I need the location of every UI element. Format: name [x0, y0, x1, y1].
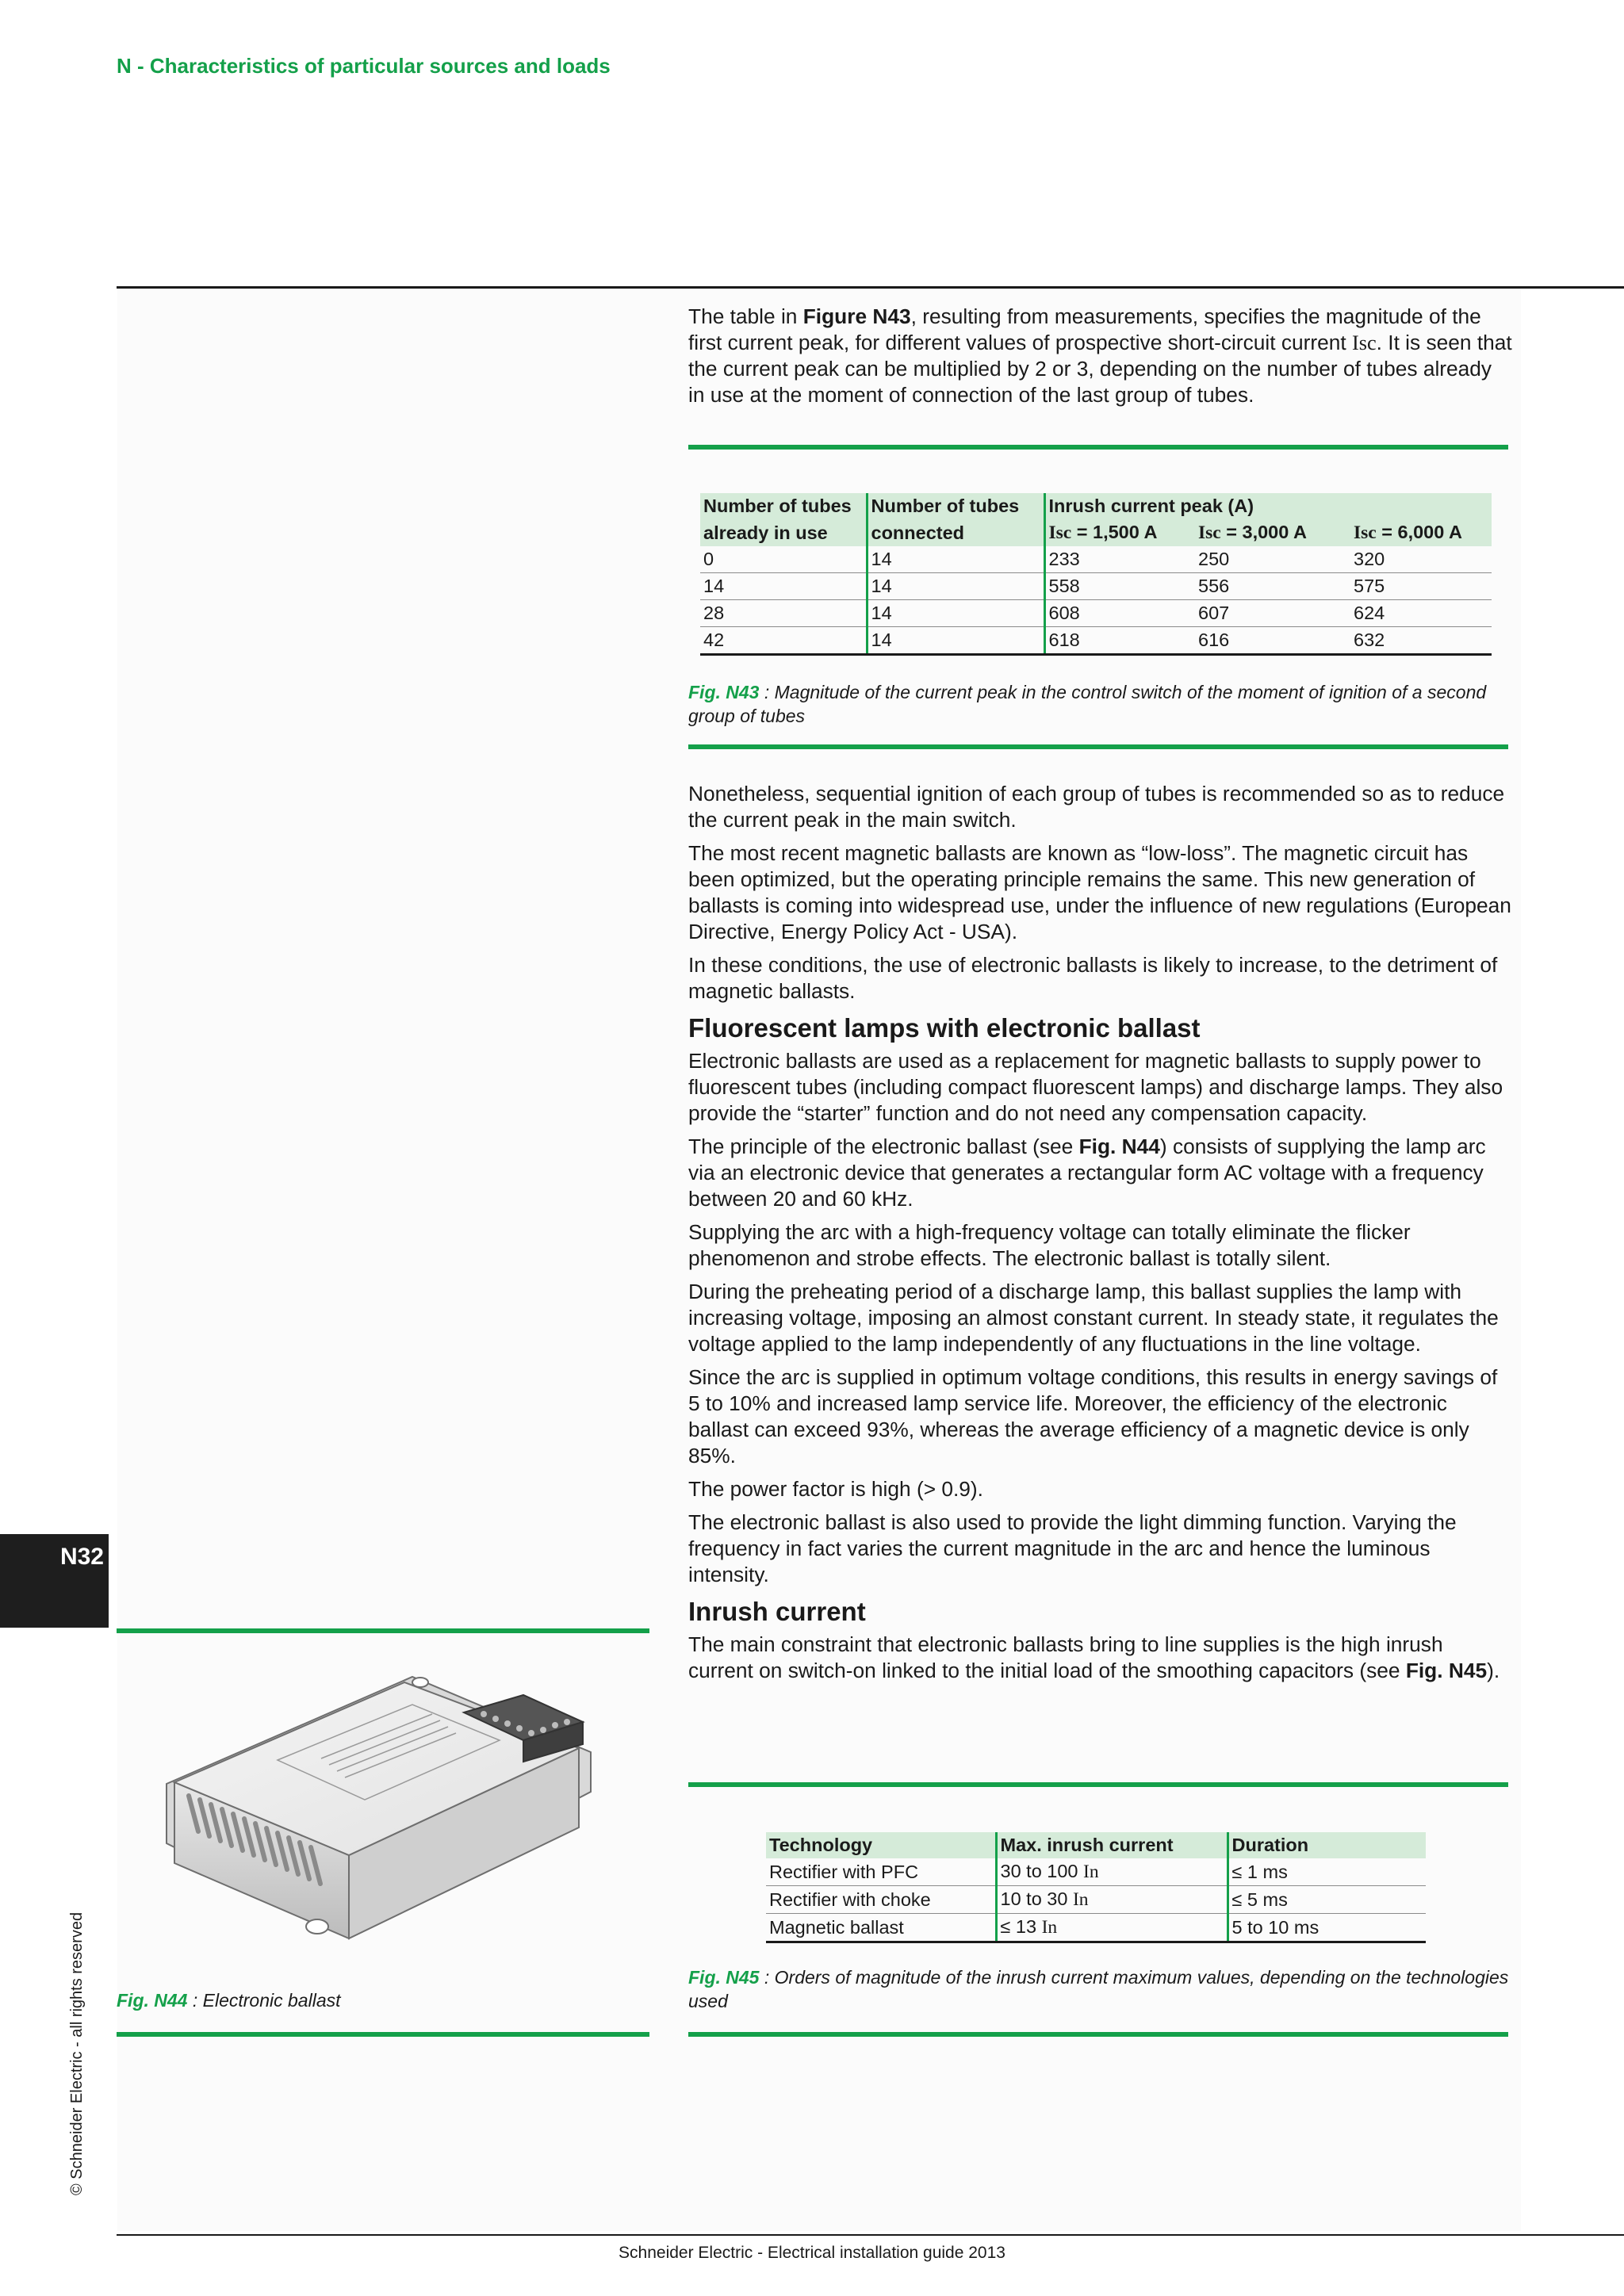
intro-block [688, 304, 1513, 415]
table-cell: 250 [1195, 546, 1350, 573]
figure-n45-top-rule [688, 1782, 1508, 1787]
col-header-isc-3000: Isc = 3,000 A [1195, 519, 1350, 546]
figure-n45-label: Fig. N45 [688, 1967, 760, 1988]
table-cell: ≤ 13 In [996, 1914, 1228, 1942]
col-header-isc-1500: Isc = 1,500 A [1044, 519, 1195, 546]
table-cell: 0 [700, 546, 867, 573]
table-cell: 5 to 10 ms [1228, 1914, 1426, 1942]
paragraph: The power factor is high (> 0.9). [688, 1477, 983, 1501]
col-header-tubes-connected-line2: connected [867, 519, 1044, 546]
table-cell: 30 to 100 In [996, 1858, 1228, 1886]
table-n43-header-row-1 [700, 493, 1492, 519]
col-header-max-inrush: Max. inrush current [996, 1832, 1228, 1858]
table-cell: 14 [867, 627, 1044, 655]
intro-text-end: . It is seen that the current peak can be multiplied by 2 or 3, depending on the number of tubes already in use at the moment of connection of the last group of tubes. [688, 331, 1512, 407]
table-cell: 320 [1350, 546, 1492, 573]
col-header-tubes-in-use: Number of tubes [700, 493, 867, 519]
col-header-inrush-peak: Inrush current peak (A) [1044, 493, 1492, 519]
table-cell: 556 [1195, 573, 1350, 600]
table-cell: 618 [1044, 627, 1195, 655]
table-row [766, 1914, 1426, 1942]
figure-n45-reference[interactable]: Fig. N45 [1405, 1659, 1488, 1682]
header-rule [117, 286, 1624, 289]
table-cell: Rectifier with PFC [766, 1858, 996, 1886]
paragraph: During the preheating period of a discharge lamp, this ballast supplies the lamp with increasing voltage, imposing an almost constant current. In steady state, it regulates the voltage applied to the lamp independently of any fluctuations in the line voltage. [688, 1280, 1499, 1356]
table-cell: 10 to 30 In [996, 1886, 1228, 1914]
table-cell: 575 [1350, 573, 1492, 600]
table-cell: Magnetic ballast [766, 1914, 996, 1942]
paragraph: The main constraint that electronic ballasts bring to line supplies is the high inrush current on switch-on linked to the initial load of the smoothing capacitors (see Fig. N45). [688, 1632, 1500, 1682]
paragraph: The most recent magnetic ballasts are known as “low-loss”. The magnetic circuit has been optimized, but the operating principle remains the same. This new generation of ballasts is coming into widespread use, under the influence of new regulations (European Directive, Energy Policy Act - USA). [688, 841, 1511, 943]
table-n43 [700, 493, 1492, 656]
paragraph: Since the arc is supplied in optimum voltage conditions, this results in energy savings of 5 to 10% and increased lamp service life. Moreover, the efficiency of the electronic ballast can exceed 93%, whereas the average efficiency of a magnetic device is only 85%. [688, 1365, 1498, 1468]
table-cell: ≤ 5 ms [1228, 1886, 1426, 1914]
col-header-duration: Duration [1228, 1832, 1426, 1858]
figure-n44-bottom-rule [117, 2032, 649, 2037]
col-header-isc-6000: Isc = 6,000 A [1350, 519, 1492, 546]
figure-n44-label: Fig. N44 [117, 1990, 188, 2011]
col-header-tubes-connected: Number of tubes [867, 493, 1044, 519]
table-row [766, 1858, 1426, 1886]
figure-n45-caption-text: : Orders of magnitude of the inrush current maximum values, depending on the technologies used [688, 1967, 1509, 2011]
table-cell: 233 [1044, 546, 1195, 573]
isc-symbol: Isc [1351, 331, 1377, 354]
table-cell: 624 [1350, 600, 1492, 627]
section-heading-electronic-ballast: Fluorescent lamps with electronic ballast [688, 1013, 1201, 1043]
intro-paragraph [688, 304, 1513, 408]
figure-n43-reference[interactable]: Figure N43 [802, 304, 911, 328]
figure-n43-label: Fig. N43 [688, 682, 760, 702]
section-heading-inrush-current: Inrush current [688, 1597, 866, 1626]
figure-n43-bottom-rule [688, 744, 1508, 749]
table-row [700, 627, 1492, 655]
table-row [766, 1886, 1426, 1914]
page-number: N32 [59, 1544, 104, 1570]
page-number-tab [0, 1534, 109, 1628]
main-body-text [688, 781, 1513, 1691]
intro-text-start: The table in [688, 304, 803, 328]
figure-n43-caption [688, 680, 1513, 728]
figure-n44-top-rule [117, 1628, 649, 1633]
table-cell: 616 [1195, 627, 1350, 655]
col-header-tubes-in-use-line2: already in use [700, 519, 867, 546]
figure-n44-reference[interactable]: Fig. N44 [1078, 1135, 1160, 1158]
table-n45 [766, 1832, 1426, 1943]
figure-n44-caption-text: : Electronic ballast [187, 1990, 341, 2011]
table-cell: 28 [700, 600, 867, 627]
paragraph: The electronic ballast is also used to provide the light dimming function. Varying the frequency in fact varies the current magnitude in the arc and hence the luminous intensity. [688, 1510, 1457, 1586]
copyright-notice: © Schneider Electric - all rights reserved [68, 1911, 86, 2195]
table-cell: Rectifier with choke [766, 1886, 996, 1914]
table-cell: 14 [867, 600, 1044, 627]
table-n43-header-row-2 [700, 519, 1492, 546]
table-cell: 14 [867, 546, 1044, 573]
table-cell: 558 [1044, 573, 1195, 600]
table-cell: 607 [1195, 600, 1350, 627]
chapter-title: N - Characteristics of particular sources and loads [117, 54, 611, 78]
paragraph: Electronic ballasts are used as a replacement for magnetic ballasts to supply power to fluorescent tubes (including compact fluorescent lamps) and discharge lamps. They also provide the “starter” function and do not need any compensation capacity. [688, 1049, 1503, 1125]
footer-text: Schneider Electric - Electrical installation guide 2013 [619, 2244, 1005, 2262]
paragraph: Nonetheless, sequential ignition of each group of tubes is recommended so as to reduce the current peak in the main switch. [688, 782, 1505, 832]
figure-n43-top-rule [688, 445, 1508, 450]
table-row [700, 573, 1492, 600]
table-cell: ≤ 1 ms [1228, 1858, 1426, 1886]
paragraph: Supplying the arc with a high-frequency voltage can totally eliminate the flicker phenomenon and strobe effects. The electronic ballast is totally silent. [688, 1220, 1411, 1270]
table-cell: 42 [700, 627, 867, 655]
table-cell: 608 [1044, 600, 1195, 627]
table-cell: 632 [1350, 627, 1492, 655]
intro-text-middle: , resulting from measurements, specifies the magnitude of the first current peak, for different values of prospective short-circuit current [688, 304, 1481, 354]
table-cell: 14 [867, 573, 1044, 600]
table-n45-header-row [766, 1832, 1426, 1858]
paragraph: The principle of the electronic ballast (see Fig. N44) consists of supplying the lamp arc via an electronic device that generates a rectangular form AC voltage with a frequency between 20 and 60 kHz. [688, 1135, 1486, 1211]
figure-n43-caption-text: : Magnitude of the current peak in the control switch of the moment of ignition of a second group of tubes [688, 682, 1487, 726]
electronic-ballast-illustration [151, 1665, 595, 1970]
col-header-technology: Technology [766, 1832, 996, 1858]
figure-n45-bottom-rule [688, 2032, 1508, 2037]
paragraph: In these conditions, the use of electronic ballasts is likely to increase, to the detriment of magnetic ballasts. [688, 953, 1498, 1003]
table-cell: 14 [700, 573, 867, 600]
figure-n44-caption [117, 1988, 649, 2012]
footer-rule [117, 2234, 1624, 2236]
table-row [700, 600, 1492, 627]
figure-n45-caption [688, 1965, 1513, 2013]
table-row [700, 546, 1492, 573]
